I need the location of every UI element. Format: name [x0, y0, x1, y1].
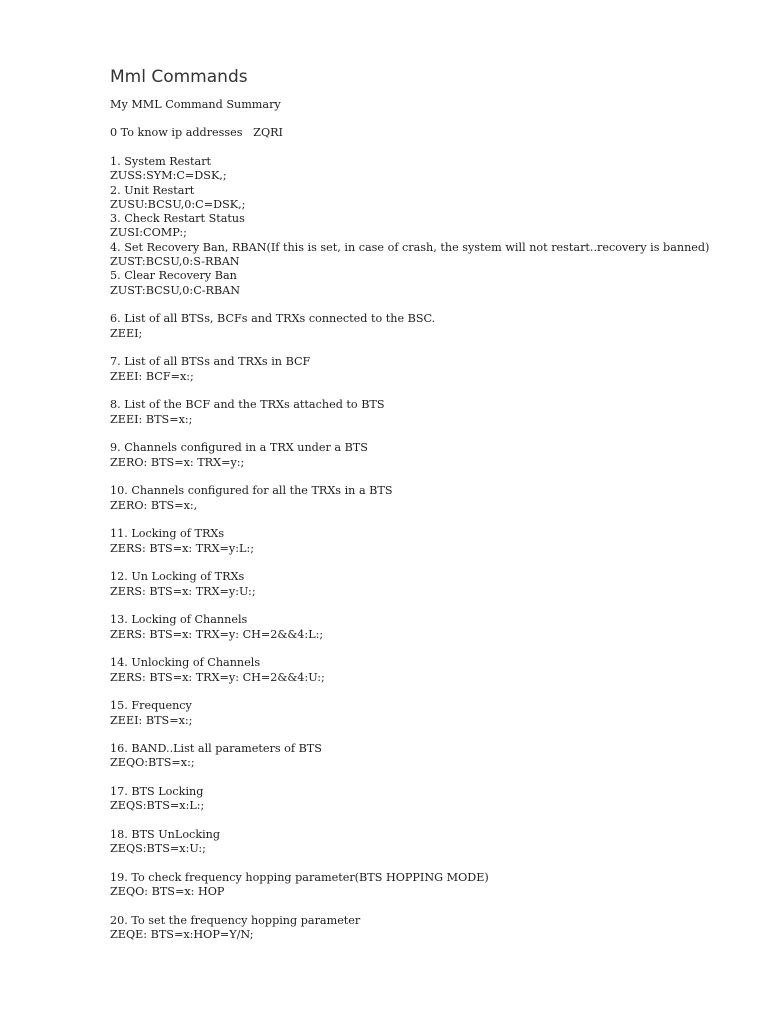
text-line: ZEQS:BTS=x:U:; — [110, 842, 206, 856]
text-line: ZERS: BTS=x: TRX=y: CH=2&&4:L:; — [110, 627, 324, 641]
text-line: ZEEI: BCF=x:; — [110, 369, 194, 383]
text-line: ZUST:BCSU,0:S-RBAN — [110, 255, 240, 269]
text-line: 7. List of all BTSs and TRXs in BCF — [110, 355, 311, 369]
text-line: 17. BTS Locking — [110, 785, 204, 799]
text-line: ZERS: BTS=x: TRX=y:L:; — [110, 541, 254, 555]
text-line: ZEQS:BTS=x:L:; — [110, 799, 205, 813]
blank-line — [110, 642, 750, 656]
text-line: 20. To set the frequency hopping parameter — [110, 914, 361, 928]
text-line: 4. Set Recovery Ban, RBAN(If this is set, in case of crash, the system will not restart..recovery is banned) — [110, 240, 710, 254]
blank-line — [110, 814, 750, 828]
blank-line — [110, 141, 750, 155]
blank-line — [110, 470, 750, 484]
document-page — [110, 66, 750, 943]
text-line: ZERO: BTS=x:, — [110, 498, 198, 512]
text-line: 11. Locking of TRXs — [110, 527, 225, 541]
blank-line — [110, 857, 750, 871]
text-line: 16. BAND..List all parameters of BTS — [110, 742, 322, 756]
text-line: ZUST:BCSU,0:C-RBAN — [110, 283, 241, 297]
text-line: ZERS: BTS=x: TRX=y:U:; — [110, 584, 256, 598]
text-line: 5. Clear Recovery Ban — [110, 269, 237, 283]
text-line: 9. Channels configured in a TRX under a BTS — [110, 441, 368, 455]
blank-line — [110, 599, 750, 613]
text-line: 10. Channels configured for all the TRXs in a BTS — [110, 484, 393, 498]
text-line: ZERS: BTS=x: TRX=y: CH=2&&4:U:; — [110, 670, 325, 684]
text-line: 3. Check Restart Status — [110, 212, 245, 226]
text-line: 12. Un Locking of TRXs — [110, 570, 245, 584]
text-line: ZEEI: BTS=x:; — [110, 412, 193, 426]
document-subtitle: My MML Command Summary — [110, 98, 281, 111]
text-line: ZEEI: BTS=x:; — [110, 713, 193, 727]
text-line: 2. Unit Restart — [110, 183, 195, 197]
blank-line — [110, 556, 750, 570]
blank-line — [110, 900, 750, 914]
text-line: 15. Frequency — [110, 699, 192, 713]
blank-line — [110, 728, 750, 742]
text-line: 19. To check frequency hopping parameter(BTS HOPPING MODE) — [110, 871, 489, 885]
text-line: ZEQO:BTS=x:; — [110, 756, 195, 770]
blank-line — [110, 771, 750, 785]
text-line: 1. System Restart — [110, 154, 212, 168]
blank-line — [110, 513, 750, 527]
text-line: ZUSS:SYM:C=DSK,; — [110, 169, 227, 183]
text-line: 18. BTS UnLocking — [110, 828, 221, 842]
text-line: ZEQE: BTS=x:HOP=Y/N; — [110, 928, 254, 942]
blank-line — [110, 384, 750, 398]
blank-line — [110, 298, 750, 312]
blank-line — [110, 685, 750, 699]
text-line: 13. Locking of Channels — [110, 613, 248, 627]
command-list — [110, 126, 750, 942]
text-line: 8. List of the BCF and the TRXs attached to BTS — [110, 398, 385, 412]
blank-line — [110, 427, 750, 441]
text-line: ZEEI; — [110, 326, 143, 340]
text-line: ZERO: BTS=x: TRX=y:; — [110, 455, 245, 469]
text-line: 0 To know ip addresses ZQRI — [110, 126, 283, 140]
text-line: ZUSU:BCSU,0:C=DSK,; — [110, 197, 246, 211]
text-line: ZEQO: BTS=x: HOP — [110, 885, 225, 899]
text-line: ZUSI:COMP:; — [110, 226, 187, 240]
blank-line — [110, 341, 750, 355]
document-title: Mml Commands — [110, 67, 248, 87]
text-line: 14. Unlocking of Channels — [110, 656, 261, 670]
text-line: 6. List of all BTSs, BCFs and TRXs connected to the BSC. — [110, 312, 436, 326]
